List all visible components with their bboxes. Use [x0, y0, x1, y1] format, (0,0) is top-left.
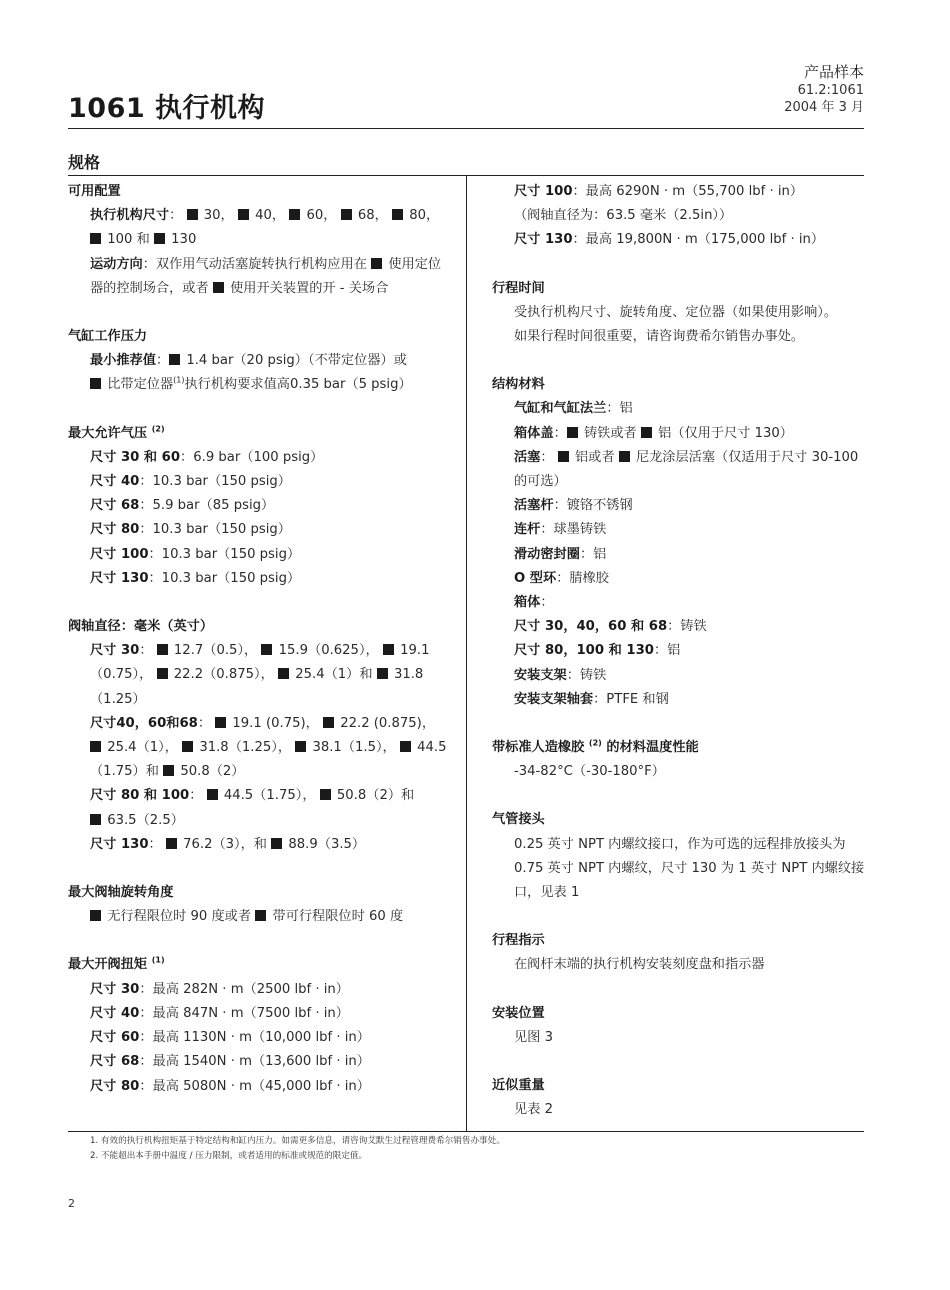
value: 88.9（3.5） [288, 836, 366, 852]
text: 使用开关装置的开 - 关场合 [230, 280, 389, 296]
checkbox-square-icon [187, 209, 198, 220]
note: （阀轴直径为：63.5 毫米（2.5in）） [514, 208, 733, 224]
text: ： [169, 208, 183, 224]
pressure-item [68, 349, 452, 397]
value: ：5.9 bar（85 psig） [139, 498, 275, 514]
value: 40， [255, 208, 286, 224]
footnote-ref: (1) [151, 956, 165, 966]
text: ： [155, 353, 170, 369]
checkbox-square-icon [377, 668, 388, 679]
value: ：最高 19,800N · m（175,000 lbf · in） [572, 232, 825, 248]
footnote: 2. 不能超出本手册中温度 / 压力限制，或者适用的标准或规范的限定值。 [90, 1151, 368, 1161]
value: 68， [357, 208, 388, 224]
list-item [90, 1075, 452, 1099]
checkbox-square-icon [323, 717, 334, 728]
checkbox-square-icon [90, 910, 101, 921]
footnote-rule [68, 1131, 864, 1132]
checkbox-square-icon [90, 741, 101, 752]
label: 尺寸 30 和 60 [90, 449, 181, 465]
text: 带可行程限位时 60 度 [272, 909, 404, 925]
torque-100 [492, 180, 866, 228]
checkbox-square-icon [641, 427, 652, 438]
label: 安装支架 [514, 667, 567, 683]
label: 尺寸 30 [90, 981, 140, 997]
value: 50.8（2） [180, 764, 245, 780]
list-item [90, 494, 452, 518]
text: 带标准人造橡胶 [492, 740, 585, 756]
label: 尺寸 30 [90, 643, 140, 659]
label: 活塞杆 [514, 498, 554, 514]
list-item [514, 397, 866, 421]
checkbox-square-icon [261, 644, 272, 655]
pressure-heading: 气缸工作压力 [68, 329, 148, 345]
label: 运动方向 [90, 256, 143, 272]
checkbox-square-icon [90, 233, 101, 244]
torque-130 [492, 228, 866, 252]
label: 尺寸 130 [90, 836, 149, 852]
text: 如果行程时间很重要，请咨询费希尔销售办事处。 [514, 329, 805, 345]
list-item [514, 639, 866, 663]
list-item [514, 664, 866, 688]
materials-heading: 结构材料 [492, 377, 545, 393]
checkbox-square-icon [392, 209, 403, 220]
position-block [492, 1002, 866, 1050]
text: 比带定位器 [107, 377, 174, 393]
stroke-block [492, 277, 866, 350]
checkbox-square-icon [207, 789, 218, 800]
value: ：球墨铸铁 [540, 522, 607, 538]
temperature-heading [492, 736, 866, 760]
footnotes [90, 1134, 505, 1164]
column-divider [466, 176, 467, 1131]
text: ： [197, 715, 211, 731]
value: ：铝 [579, 546, 607, 562]
shaft-heading: 阀轴直径：毫米（英寸） [68, 619, 214, 635]
label: 箱体盖 [514, 425, 554, 441]
checkbox-square-icon [255, 910, 266, 921]
value: 25.4（1）， [107, 740, 178, 756]
value: 130 [171, 232, 197, 248]
materials-block [492, 373, 866, 712]
value: ：最高 6290N · m（55,700 lbf · in） [572, 184, 804, 199]
value: ：铝 [653, 643, 681, 659]
list-item [90, 543, 452, 567]
position-heading: 安装位置 [492, 1005, 545, 1021]
page-number: 2 [68, 1197, 75, 1210]
label: 滑动密封圈 [514, 546, 580, 562]
value: ：10.3 bar（150 psig） [139, 474, 291, 490]
value: ：铸铁 [667, 619, 707, 635]
max-pressure-list [68, 446, 452, 591]
value: ：最高 847N · m（7500 lbf · in） [139, 1005, 349, 1021]
value: 尼龙涂层活塞（仅适用于尺寸 30-100 的可选） [514, 449, 859, 490]
materials-list [492, 397, 866, 712]
value: 铝（仅用于尺寸 130） [658, 425, 793, 441]
value: 50.8（2）和 [336, 788, 415, 804]
checkbox-square-icon [567, 427, 578, 438]
checkbox-square-icon [157, 644, 168, 655]
text: ： [139, 643, 153, 659]
value: 15.9（0.625）， [278, 643, 379, 659]
value: 31.8（1.25） [90, 667, 424, 707]
text: ： [540, 449, 554, 465]
list-item [514, 446, 866, 494]
list-item [514, 615, 866, 639]
pipe-heading: 气管接头 [492, 812, 545, 828]
label: 连杆 [514, 522, 541, 538]
config-size [68, 204, 452, 252]
doc-date: 2004 年 3 月 [784, 100, 864, 115]
value: 100 和 [107, 232, 150, 248]
checkbox-square-icon [169, 354, 180, 365]
weight-block [492, 1074, 866, 1122]
label: 活塞 [514, 449, 541, 465]
list-item [514, 688, 866, 712]
footnote-ref: (1) [173, 376, 185, 386]
label: 尺寸 68 [90, 498, 140, 514]
value: 12.7（0.5）， [173, 643, 258, 659]
text: 无行程限位时 90 度或者 [107, 909, 252, 925]
value: ：镀铬不锈钢 [553, 498, 633, 514]
text: 的材料温度性能 [606, 740, 699, 756]
label: O 型环 [514, 570, 557, 586]
pipe-block [492, 808, 866, 905]
temperature-value: -34-82°C（-30-180°F） [514, 764, 665, 780]
value: 铸铁或者 [583, 425, 637, 441]
label: 尺寸 60 [90, 1030, 140, 1046]
shaft-30 [68, 639, 452, 712]
label: 气缸和气缸法兰 [514, 401, 607, 417]
label: 安装支架轴套 [514, 691, 594, 707]
shaft-40-60-68 [68, 712, 452, 785]
torque-continued-block [492, 180, 866, 253]
label: 尺寸 100 [514, 184, 573, 199]
doc-type: 产品样本 [803, 63, 864, 81]
text: ：双作用气动活塞旋转执行机构应用在 [142, 256, 367, 272]
list-item [514, 543, 866, 567]
list-item [90, 518, 452, 542]
checkbox-square-icon [400, 741, 411, 752]
checkbox-square-icon [157, 668, 168, 679]
value: ：最高 282N · m（2500 lbf · in） [139, 981, 349, 997]
list-item [514, 591, 866, 615]
checkbox-square-icon [371, 258, 382, 269]
label: 最小推荐值 [90, 353, 156, 369]
torque-block [68, 953, 452, 1098]
list-item [90, 470, 452, 494]
torque-list [68, 978, 452, 1099]
checkbox-square-icon [271, 838, 282, 849]
value: 30， [203, 208, 234, 224]
value: ： [540, 595, 554, 611]
checkbox-square-icon [90, 814, 101, 825]
checkbox-square-icon [278, 668, 289, 679]
value: 60， [306, 208, 337, 224]
label: 尺寸 68 [90, 1054, 140, 1070]
right-column [492, 180, 866, 1123]
page-title: 1061 执行机构 [68, 93, 266, 124]
label: 尺寸 80 [90, 1078, 140, 1094]
list-item [90, 1002, 452, 1026]
label: 尺寸 130 [90, 570, 149, 586]
checkbox-square-icon [182, 741, 193, 752]
text: 1.4 bar（20 psig）（不带定位器）或 [186, 353, 407, 369]
value: ：10.3 bar（150 psig） [148, 546, 301, 562]
checkbox-square-icon [238, 209, 249, 220]
value: ：6.9 bar（100 psig） [180, 449, 324, 465]
text: 最大允许气压 [68, 425, 148, 441]
value: 80， [409, 208, 440, 224]
label: 尺寸 80 [90, 522, 140, 538]
text: ： [148, 836, 162, 852]
text: 执行机构要求值高0.35 bar（5 psig） [184, 377, 412, 393]
config-heading: 可用配置 [68, 184, 121, 199]
checkbox-square-icon [295, 741, 306, 752]
temperature-block [492, 736, 866, 784]
checkbox-square-icon [166, 838, 177, 849]
checkbox-square-icon [383, 644, 394, 655]
list-item [514, 518, 866, 542]
list-item [90, 1026, 452, 1050]
label: 尺寸 40 [90, 1005, 140, 1021]
value: 44.5（1.75）， [223, 788, 316, 804]
value: 19.1 (0.75)， [232, 715, 319, 731]
text: 受执行机构尺寸、旋转角度、定位器（如果使用影响）。 [514, 304, 838, 320]
label: 尺寸40，60和68 [90, 715, 198, 731]
text: ： [553, 425, 567, 441]
stroke-text [492, 301, 866, 349]
config-size-label: 执行机构尺寸 [90, 208, 170, 224]
left-column [68, 180, 452, 1099]
shaft-block [68, 615, 452, 857]
label: 尺寸 80 和 100 [90, 788, 190, 804]
checkbox-square-icon [163, 765, 174, 776]
rotation-item [68, 905, 452, 929]
torque-heading [68, 953, 452, 977]
value: 22.2（0.875）， [173, 667, 274, 683]
checkbox-square-icon [558, 451, 569, 462]
value: 22.2 (0.875)， [340, 715, 436, 731]
weight-text: 见表 2 [514, 1102, 553, 1118]
label: 尺寸 80，100 和 130 [514, 643, 654, 659]
label: 尺寸 130 [514, 232, 573, 248]
value: ：最高 5080N · m（45,000 lbf · in） [139, 1078, 370, 1094]
value: ：腈橡胶 [556, 570, 609, 586]
indicator-heading: 行程指示 [492, 933, 545, 949]
stroke-heading: 行程时间 [492, 280, 545, 296]
doc-number: 61.2:1061 [797, 83, 864, 98]
text: 使用定位器的控制场合，或者 [90, 256, 442, 296]
value: 44.5（1.75）和 [90, 740, 447, 780]
indicator-block [492, 929, 866, 977]
list-item [514, 494, 866, 518]
shaft-130 [68, 833, 452, 857]
value: ：10.3 bar（150 psig） [148, 570, 301, 586]
rotation-heading: 最大阀轴旋转角度 [68, 885, 174, 901]
value: ：铸铁 [566, 667, 607, 683]
value: 19.1（0.75）， [90, 643, 430, 683]
rotation-block [68, 881, 452, 929]
max-pressure-heading [68, 422, 452, 446]
value: 63.5（2.5） [107, 812, 184, 828]
indicator-text: 在阀杆末端的执行机构安装刻度盘和指示器 [514, 957, 765, 973]
list-item [90, 446, 452, 470]
position-text: 见图 3 [514, 1029, 553, 1045]
config-motion [68, 253, 452, 301]
weight-heading: 近似重量 [492, 1078, 545, 1094]
checkbox-square-icon [213, 282, 224, 293]
text: 最大开阀扭矩 [68, 957, 148, 973]
value: 31.8（1.25）， [199, 740, 292, 756]
list-item [514, 422, 866, 446]
value: ：铝 [606, 401, 633, 417]
label: 箱体 [514, 595, 541, 611]
value: 76.2（3），和 [183, 836, 267, 852]
header-block [784, 62, 864, 116]
footnote-ref: (2) [151, 424, 165, 434]
value: ：10.3 bar（150 psig） [139, 522, 291, 538]
top-rule [68, 128, 864, 129]
config-block [68, 180, 452, 301]
value: 25.4（1）和 [295, 667, 373, 683]
checkbox-square-icon [154, 233, 165, 244]
value: ：PTFE 和钢 [593, 691, 669, 707]
label: 尺寸 30，40，60 和 68 [514, 619, 668, 635]
label: 尺寸 40 [90, 474, 140, 490]
checkbox-square-icon [90, 378, 101, 389]
section-title: 规格 [68, 153, 101, 172]
list-item [90, 567, 452, 591]
text: ： [189, 788, 203, 804]
shaft-80-100 [68, 784, 452, 832]
checkbox-square-icon [320, 789, 331, 800]
value: ：最高 1540N · m（13,600 lbf · in） [139, 1054, 370, 1070]
checkbox-square-icon [289, 209, 300, 220]
label: 尺寸 100 [90, 546, 149, 562]
pipe-text: 0.25 英寸 NPT 内螺纹接口，作为可选的远程排放接头为 0.75 英寸 NPT 内螺纹，尺寸 130 为 1 英寸 NPT 内螺纹接口，见表 1 [514, 836, 865, 901]
list-item [90, 1050, 452, 1074]
checkbox-square-icon [341, 209, 352, 220]
value: ：最高 1130N · m（10,000 lbf · in） [139, 1030, 370, 1046]
checkbox-square-icon [619, 451, 630, 462]
footnote: 1. 有效的执行机构扭矩基于特定结构和缸内压力。如需更多信息，请咨询艾默生过程管理费希尔销售办事处。 [90, 1136, 505, 1146]
pressure-block [68, 325, 452, 398]
value: 38.1（1.5）， [312, 740, 396, 756]
footnote-ref: (2) [588, 738, 602, 748]
list-item [90, 978, 452, 1002]
max-pressure-block [68, 422, 452, 591]
value: 铝或者 [574, 449, 615, 465]
checkbox-square-icon [215, 717, 226, 728]
list-item [514, 567, 866, 591]
